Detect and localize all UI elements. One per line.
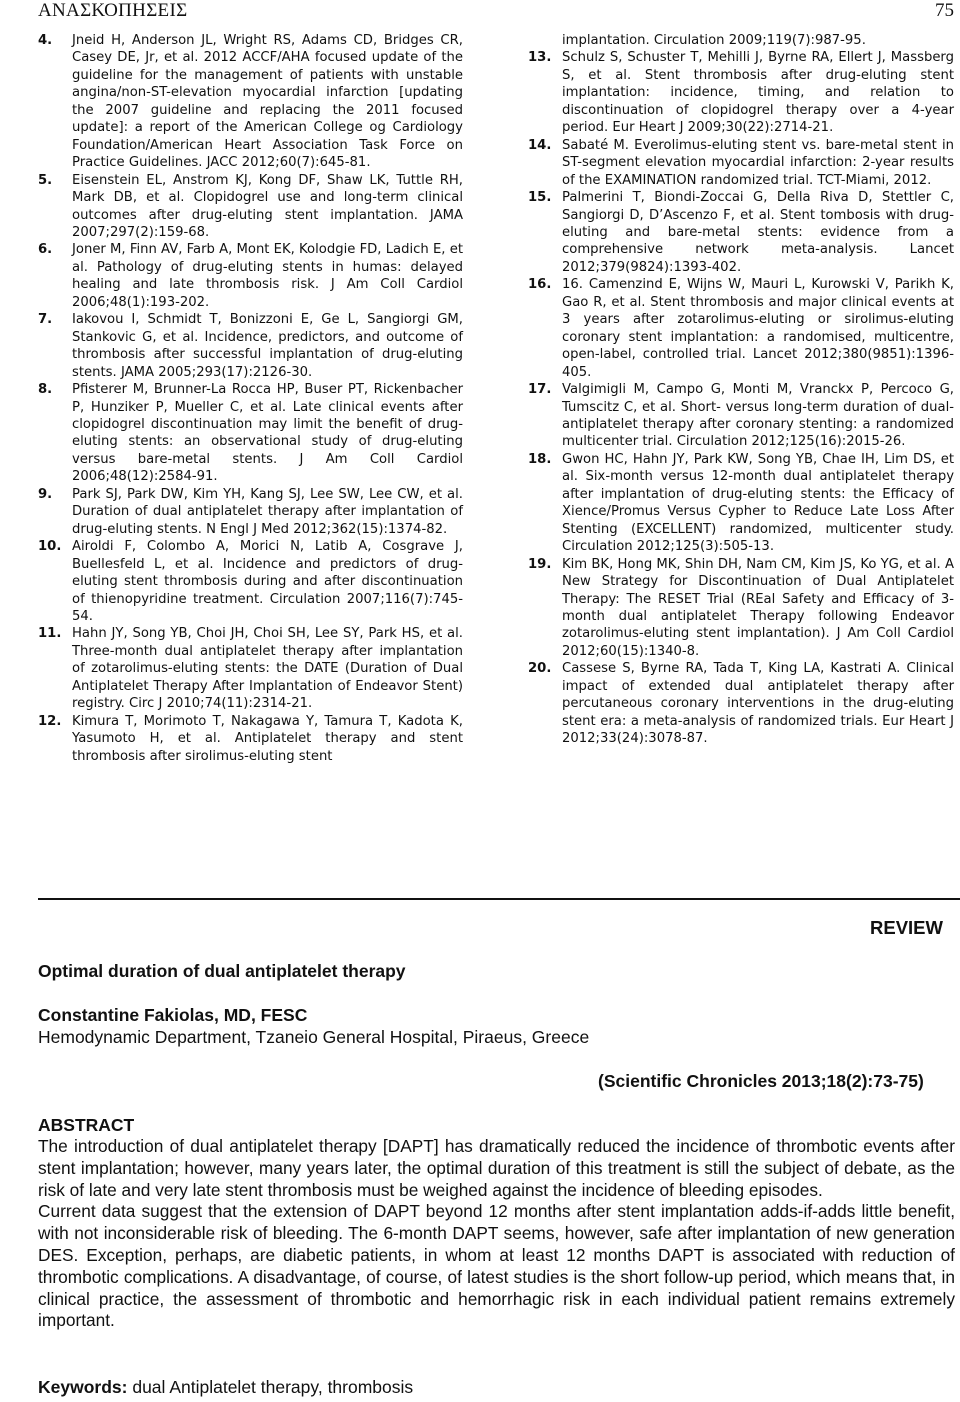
keywords-value: dual Antiplatelet therapy, thrombosis xyxy=(132,1377,414,1397)
reference-text: Airoldi F, Colombo A, Morici N, Latib A, Cosgrave J, Buellesfeld L, et al. Incidence and predictors of drug-eluting stent thrombosis during and after discontinuation of thienopyridine treatment. Circulation 2007;116(7):745-54. xyxy=(72,539,463,624)
reference-number: 16. xyxy=(528,277,552,293)
page-number: 75 xyxy=(935,0,954,21)
reference-text: Jneid H, Anderson JL, Wright RS, Adams CD, Bridges CR, Casey DE, Jr, et al. 2012 ACCF/AHA focused update of the guideline for the management of patients with unstable angina/non-ST-elevation myocardial infarction [updating the 2007 guideline and replacing the 2011 focused update]: a report of the American College og Cardiology Foundation/American Heart Association Task Force on Practice Guidelines. JACC 2012;60(7):645-81. xyxy=(72,33,463,171)
reference-number: 4. xyxy=(38,33,53,48)
reference-item xyxy=(528,137,954,189)
reference-number: 12. xyxy=(38,713,62,729)
reference-text: Schulz S, Schuster T, Mehilli J, Byrne RA, Ellert J, Massberg S, et al. Stent thrombosis after drug-eluting stent implantation: incidence, timing, and relation to discontinuation of clopidogrel therapy over a 4-year period. Eur Heart J 2009;30(22):2714-21. xyxy=(562,50,954,136)
reference-text: Valgimigli M, Campo G, Monti M, Vranckx P, Percoco G, Tumscitz C, et al. Short- versus long-term duration of dual-antiplatelet therapy after coronary stenting: a randomized multicenter trial. Circulation 2012;125(16):2015-26. xyxy=(562,382,954,450)
article-author: Constantine Fakiolas, MD, FESC xyxy=(38,1005,308,1025)
reference-item xyxy=(528,49,954,136)
reference-number: 10. xyxy=(38,539,62,555)
keywords-label: Keywords: xyxy=(38,1377,128,1397)
reference-number: 13. xyxy=(528,50,552,66)
reference-text: Palmerini T, Biondi-Zoccai G, Della Riva D, Stettler C, Sangiorgi D, D’Ascenzo F, et al. Stent tombosis with drug-eluting and bare-metal stents: evidence from a comprehensive network meta-analysis. Lancet 2012;379(9824):1393-402. xyxy=(562,190,954,275)
reference-item xyxy=(38,32,463,172)
reference-item xyxy=(38,625,463,712)
reference-text: Eisenstein EL, Anstrom KJ, Kong DF, Shaw LK, Tuttle RH, Mark DB, et al. Clopidogrel use and long-term clinical outcomes after drug-eluting stent implantation. JAMA 2007;297(2):159-68. xyxy=(72,172,463,240)
reference-number: 17. xyxy=(528,382,552,398)
reference-item xyxy=(38,172,463,242)
reference-item xyxy=(528,660,954,747)
abstract-paragraph: Current data suggest that the extension of DAPT beyond 12 months after stent implantation adds-if-adds little benefit, with not inconsiderable risk of bleeding. The 6-month DAPT seems, however, safe after implantation of new generation DES. Exception, perhaps, are diabetic patients, in whom at least 12 months DAPT is associated with reduction of thrombotic complications. A disadvantage, of course, of latest studies is the short follow-up period, which means that, in clinical practice, the assessment of thrombotic and hemorrhagic risk in each individual patient remains extremely important. xyxy=(38,1201,955,1331)
article-type-label: REVIEW xyxy=(870,917,943,938)
reference-item xyxy=(38,381,463,486)
reference-item xyxy=(528,381,954,451)
section-divider xyxy=(38,898,960,900)
keywords-line xyxy=(38,1377,413,1398)
reference-text: Cassese S, Byrne RA, Tada T, King LA, Kastrati A. Clinical impact of extended dual antiplatelet therapy after percutaneous coronary interventions in the drug-eluting stent era: a meta-analysis of randomized trials. Eur Heart J 2012;33(24):3078-87. xyxy=(562,661,954,747)
reference-text: implantation. Circulation 2009;119(7):987-95. xyxy=(562,33,866,48)
abstract-paragraph: The introduction of dual antiplatelet therapy [DAPT] has dramatically reduced the incidence of thrombotic events after stent implantation; however, many years later, the optimal duration of this treatment is still the subject of debate, as the risk of late and very late stent thrombosis must be weighed against the incidence of bleeding episodes. xyxy=(38,1136,955,1200)
abstract-heading: ABSTRACT xyxy=(38,1115,135,1135)
reference-text: 16. Camenzind E, Wijns W, Mauri L, Kurowski V, Parikh K, Gao R, et al. Stent thrombosis and major clinical events at 3 years after zotarolimus-eluting or sirolimus-eluting coronary stent implantation: a randomised, multicentre, open-label, controlled trial. Lancet 2012;380(9851):1396-405. xyxy=(562,277,954,380)
reference-number: 14. xyxy=(528,137,552,153)
reference-text: Hahn JY, Song YB, Choi JH, Choi SH, Lee SY, Park HS, et al. Three-month dual antiplatelet therapy after implantation of zotarolimus-eluting stents: the DATE (Duration of Dual Antiplatelet Therapy After Implantation of Endeavor Stent) registry. Circ J 2010;74(11):2314-21. xyxy=(72,626,463,712)
reference-number: 11. xyxy=(38,626,62,642)
reference-item xyxy=(38,538,463,625)
references-right-column xyxy=(528,32,954,748)
reference-item xyxy=(528,451,954,556)
reference-text: Kim BK, Hong MK, Shin DH, Nam CM, Kim JS, Ko YG, et al. A New Strategy for Discontinuation of Dual Antiplatelet Therapy: The RESET Trial (REal Safety and Efficacy of 3-month dual antiplatelet Therapy following Endeavor zotarolimus-eluting stent implantation). J Am Coll Cardiol 2012;60(15):1340-8. xyxy=(562,556,954,659)
author-affiliation: Hemodynamic Department, Tzaneio General Hospital, Piraeus, Greece xyxy=(38,1027,590,1047)
reference-text: Kimura T, Morimoto T, Nakagawa Y, Tamura T, Kadota K, Yasumoto H, et al. Antiplatelet therapy and stent thrombosis after sirolimus-eluting stent xyxy=(72,713,463,764)
reference-text: Joner M, Finn AV, Farb A, Mont EK, Kolodgie FD, Ladich E, et al. Pathology of drug-eluting stents in humas: delayed healing and late thrombosis risk. J Am Coll Cardiol 2006;48(1):193-202. xyxy=(72,242,463,310)
reference-item xyxy=(38,486,463,538)
reference-number: 18. xyxy=(528,451,552,467)
reference-item xyxy=(528,556,954,661)
reference-number: 6. xyxy=(38,242,53,258)
reference-item xyxy=(38,241,463,311)
reference-text: Iakovou I, Schmidt T, Bonizzoni E, Ge L, Sangiorgi GM, Stankovic G, et al. Incidence, predictors, and outcome of thrombosis after successful implantation of drug-eluting stents. JAMA 2005;293(17):2126-30. xyxy=(72,312,463,380)
abstract-body xyxy=(38,1136,955,1332)
reference-item xyxy=(38,311,463,381)
article-title: Optimal duration of dual antiplatelet therapy xyxy=(38,961,406,981)
reference-item xyxy=(528,189,954,276)
reference-text: Park SJ, Park DW, Kim YH, Kang SJ, Lee SW, Lee CW, et al. Duration of dual antiplatelet therapy after implantation of drug-eluting stents. N Engl J Med 2012;362(15):1374-82. xyxy=(72,486,463,537)
reference-text: Sabaté M. Everolimus-eluting stent vs. bare-metal stent in ST-segment elevation myocardial infarction: 2-year results of the EXAMINATION randomized trial. TCT-Miami, 2012. xyxy=(562,137,954,188)
journal-citation: (Scientific Chronicles 2013;18(2):73-75) xyxy=(598,1071,924,1091)
reference-number: 7. xyxy=(38,312,53,328)
running-header-section: ΑΝΑΣΚΟΠΗΣΕΙΣ xyxy=(38,0,188,21)
reference-text: Gwon HC, Hahn JY, Park KW, Song YB, Chae IH, Lim DS, et al. Six-month versus 12-month dual antiplatelet therapy after implantation of drug-eluting stents: the Efficacy of Xience/Promus Versus Cypher to Reduce Late Loss After Stenting (EXCELLENT) randomized, multicenter study. Circulation 2012;125(3):505-13. xyxy=(562,451,954,555)
reference-number: 15. xyxy=(528,190,552,206)
reference-item xyxy=(38,713,463,765)
reference-number: 19. xyxy=(528,556,552,572)
reference-number: 5. xyxy=(38,172,53,188)
reference-number: 9. xyxy=(38,486,53,502)
reference-text: Pfisterer M, Brunner-La Rocca HP, Buser PT, Rickenbacher P, Hunziker P, Mueller C, et al. Late clinical events after clopidogrel discontinuation may limit the benefit of drug-eluting stents: an observational study of drug-eluting versus bare-metal stents. J Am Coll Cardiol 2006;48(12):2584-91. xyxy=(72,382,463,485)
reference-continuation xyxy=(528,32,954,49)
reference-number: 8. xyxy=(38,382,53,398)
reference-number: 20. xyxy=(528,661,552,677)
references-left-column xyxy=(38,32,463,765)
reference-item xyxy=(528,276,954,381)
